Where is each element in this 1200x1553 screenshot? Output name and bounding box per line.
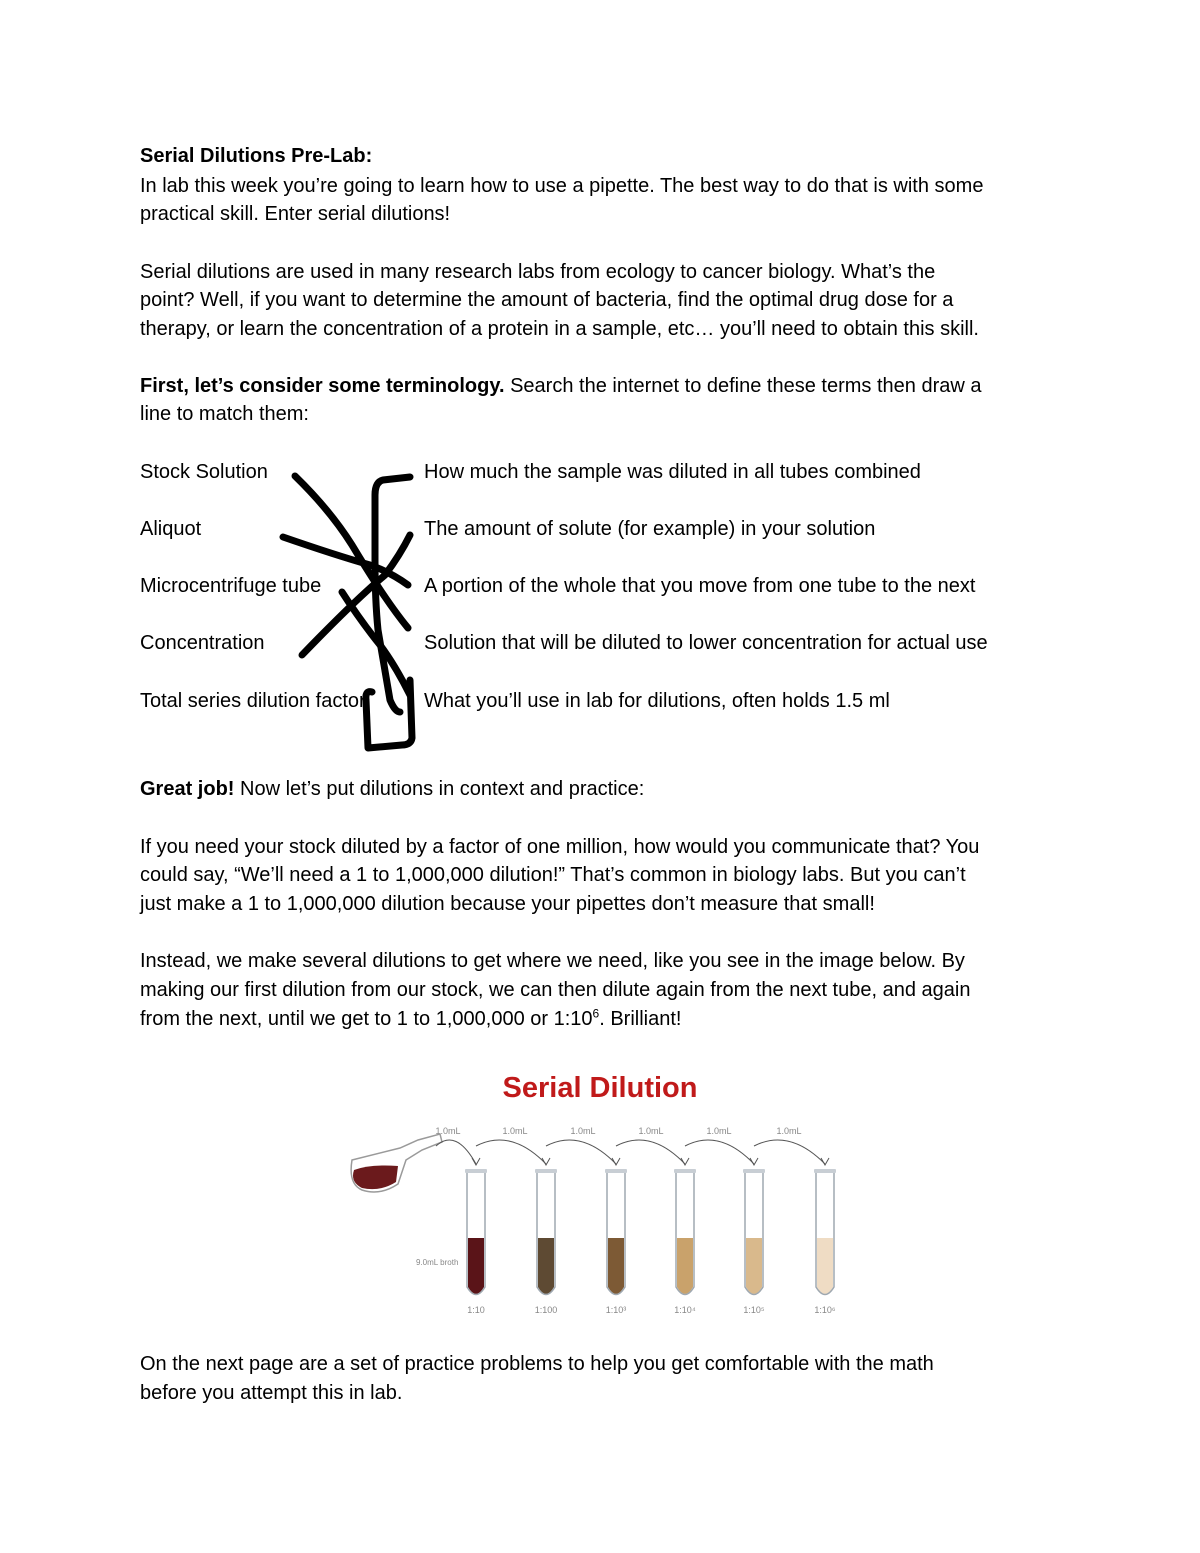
transfer-volume-1: 1.0mL [435, 1126, 461, 1136]
term-concentration: Concentration [140, 632, 265, 654]
dilution-label-6: 1:10⁶ [814, 1305, 836, 1315]
dilution-label-1: 1:10 [467, 1305, 485, 1315]
definition-3: A portion of the whole that you move from one tube to the next [424, 575, 976, 597]
intro-line-1: In lab this week you’re going to learn how to use a pipette. The best way to do that is with some [140, 175, 984, 197]
tube-liquid [608, 1238, 624, 1294]
transfer-arrow [685, 1140, 754, 1164]
transfer-volume-5: 1.0mL [706, 1126, 732, 1136]
figure-drawing [340, 1068, 860, 1323]
dilution-label-3: 1:10³ [605, 1305, 627, 1315]
tube-rim [743, 1169, 765, 1173]
transfer-arrow [546, 1140, 616, 1164]
million-line-3: just make a 1 to 1,000,000 dilution because your pipettes don’t measure that small! [140, 893, 875, 915]
serial-dilution-figure [340, 1068, 860, 1323]
dilution-label-5: 1:10⁵ [743, 1305, 765, 1315]
instead-line-1: Instead, we make several dilutions to get where we need, like you see in the image below. By [140, 950, 965, 972]
transfer-volume-2: 1.0mL [502, 1126, 528, 1136]
great-job-rest: Now let’s put dilutions in context and practice: [234, 778, 645, 800]
transfer-arrow [754, 1140, 825, 1164]
million-line-1: If you need your stock diluted by a factor of one million, how would you communicate that? You [140, 836, 980, 858]
intro-line-2: practical skill. Enter serial dilutions! [140, 203, 451, 225]
great-job-lead: Great job! [140, 778, 235, 800]
dilution-label-4: 1:10⁴ [674, 1305, 696, 1315]
tube-liquid [538, 1238, 554, 1294]
terminology-lead: First, let’s consider some terminology. [140, 375, 505, 397]
dilution-label-2: 1:100 [534, 1305, 558, 1315]
million-line-2: could say, “We’ll need a 1 to 1,000,000 dilution!” That’s common in biology labs. But you can’t [140, 864, 966, 886]
transfer-volume-6: 1.0mL [776, 1126, 802, 1136]
great-job-line [140, 775, 644, 804]
page-title: Serial Dilutions Pre-Lab: [140, 145, 373, 167]
transfer-arrow [476, 1140, 546, 1164]
definition-1: How much the sample was diluted in all tubes combined [424, 461, 921, 483]
instead-line-2: making our first dilution from our stock, we can then dilute again from the next tube, and again [140, 979, 971, 1001]
tube-liquid [677, 1238, 693, 1294]
tube-rim [535, 1169, 557, 1173]
tube-rim [814, 1169, 836, 1173]
terminology-line-2: line to match them: [140, 403, 309, 425]
tube-liquid [468, 1238, 484, 1294]
term-total-series-dilution-factor: Total series dilution factor [140, 690, 366, 712]
tube-rim [674, 1169, 696, 1173]
transfer-arrow [436, 1140, 476, 1164]
figure-title: Serial Dilution [502, 1072, 698, 1104]
instead-line-3-post: . Brilliant! [599, 1008, 682, 1030]
purpose-line-1: Serial dilutions are used in many research labs from ecology to cancer biology. What’s the [140, 261, 936, 283]
closing-line-2: before you attempt this in lab. [140, 1382, 403, 1404]
tube-liquid [746, 1238, 762, 1294]
purpose-line-3: therapy, or learn the concentration of a protein in a sample, etc… you’ll need to obtain this skill. [140, 318, 979, 340]
definition-5: What you’ll use in lab for dilutions, often holds 1.5 ml [424, 690, 890, 712]
tube-rim [465, 1169, 487, 1173]
definition-2: The amount of solute (for example) in your solution [424, 518, 876, 540]
transfer-volume-4: 1.0mL [638, 1126, 664, 1136]
purpose-line-2: point? Well, if you want to determine the amount of bacteria, find the optimal drug dose for a [140, 289, 954, 311]
instead-line-3-pre: from the next, until we get to 1 to 1,000,000 or 1:10 [140, 1008, 593, 1030]
terminology-rest: Search the internet to define these terms then draw a [504, 375, 982, 397]
term-aliquot: Aliquot [140, 518, 202, 540]
transfer-volume-3: 1.0mL [570, 1126, 596, 1136]
transfer-arrow [616, 1140, 685, 1164]
instead-line-3 [140, 1005, 681, 1034]
definition-4: Solution that will be diluted to lower concentration for actual use [424, 632, 988, 654]
term-stock-solution: Stock Solution [140, 461, 268, 483]
broth-label: 9.0mL broth [416, 1258, 459, 1267]
tube-liquid [817, 1238, 833, 1294]
closing-line-1: On the next page are a set of practice problems to help you get comfortable with the math [140, 1353, 934, 1375]
tube-rim [605, 1169, 627, 1173]
match-line-aliquot-to-portion [283, 537, 408, 585]
term-microcentrifuge-tube: Microcentrifuge tube [140, 575, 322, 597]
instead-line-3-sup: 6 [592, 1006, 600, 1021]
